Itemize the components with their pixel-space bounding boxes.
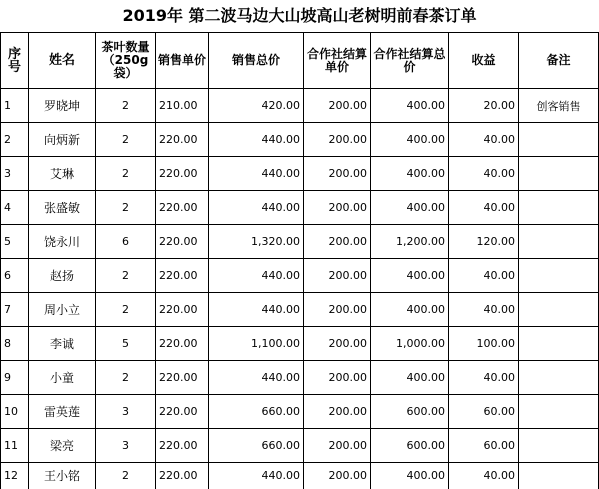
cell-coop-total[interactable]: 1,200.00 <box>371 225 449 259</box>
cell-total-price[interactable]: 440.00 <box>209 293 304 327</box>
order-table <box>0 32 599 489</box>
table-row <box>1 293 599 327</box>
cell-name[interactable]: 雷英莲 <box>29 395 96 429</box>
header-row <box>1 33 599 89</box>
table-row <box>1 361 599 395</box>
cell-coop-total[interactable]: 400.00 <box>371 123 449 157</box>
cell-note[interactable] <box>519 327 599 361</box>
cell-note[interactable] <box>519 157 599 191</box>
cell-qty[interactable]: 2 <box>96 123 156 157</box>
cell-qty[interactable]: 2 <box>96 89 156 123</box>
cell-seq[interactable]: 10 <box>1 395 29 429</box>
cell-note[interactable] <box>519 123 599 157</box>
cell-name[interactable]: 张盛敏 <box>29 191 96 225</box>
cell-seq[interactable]: 12 <box>1 463 29 489</box>
cell-coop-unit[interactable]: 200.00 <box>304 361 371 395</box>
cell-note[interactable] <box>519 293 599 327</box>
cell-qty[interactable]: 3 <box>96 429 156 463</box>
cell-unit-price[interactable]: 220.00 <box>156 395 209 429</box>
cell-qty[interactable]: 5 <box>96 327 156 361</box>
cell-coop-unit[interactable]: 200.00 <box>304 191 371 225</box>
cell-seq[interactable]: 11 <box>1 429 29 463</box>
cell-coop-total[interactable]: 1,000.00 <box>371 327 449 361</box>
header-qty: 茶叶数量（250g袋） <box>96 33 156 89</box>
cell-note[interactable] <box>519 225 599 259</box>
cell-coop-unit[interactable]: 200.00 <box>304 293 371 327</box>
cell-profit[interactable]: 60.00 <box>449 429 519 463</box>
cell-seq[interactable]: 3 <box>1 157 29 191</box>
cell-unit-price[interactable]: 220.00 <box>156 123 209 157</box>
cell-coop-total[interactable]: 400.00 <box>371 463 449 489</box>
cell-coop-total[interactable]: 400.00 <box>371 191 449 225</box>
table-body <box>1 89 599 489</box>
table-row <box>1 395 599 429</box>
cell-note[interactable] <box>519 259 599 293</box>
cell-coop-unit[interactable]: 200.00 <box>304 395 371 429</box>
cell-profit[interactable]: 40.00 <box>449 123 519 157</box>
cell-coop-total[interactable]: 400.00 <box>371 293 449 327</box>
cell-profit[interactable]: 40.00 <box>449 293 519 327</box>
cell-coop-total[interactable]: 600.00 <box>371 429 449 463</box>
cell-total-price[interactable]: 440.00 <box>209 157 304 191</box>
cell-coop-unit[interactable]: 200.00 <box>304 463 371 489</box>
cell-name[interactable]: 周小立 <box>29 293 96 327</box>
cell-qty[interactable]: 2 <box>96 293 156 327</box>
cell-seq[interactable]: 1 <box>1 89 29 123</box>
cell-name[interactable]: 小童 <box>29 361 96 395</box>
cell-name[interactable]: 罗晓坤 <box>29 89 96 123</box>
table-row <box>1 259 599 293</box>
cell-seq[interactable]: 9 <box>1 361 29 395</box>
cell-profit[interactable]: 40.00 <box>449 463 519 489</box>
cell-qty[interactable]: 2 <box>96 259 156 293</box>
cell-note[interactable] <box>519 429 599 463</box>
cell-note[interactable] <box>519 463 599 489</box>
cell-name[interactable]: 王小铭 <box>29 463 96 489</box>
cell-unit-price[interactable]: 220.00 <box>156 293 209 327</box>
cell-total-price[interactable]: 440.00 <box>209 123 304 157</box>
table-row <box>1 89 599 123</box>
table-row <box>1 225 599 259</box>
header-coop-total: 合作社结算总价 <box>371 33 449 89</box>
cell-name[interactable]: 梁亮 <box>29 429 96 463</box>
cell-coop-total[interactable]: 400.00 <box>371 89 449 123</box>
cell-total-price[interactable]: 1,320.00 <box>209 225 304 259</box>
cell-coop-total[interactable]: 400.00 <box>371 259 449 293</box>
cell-coop-total[interactable]: 400.00 <box>371 361 449 395</box>
cell-name[interactable]: 艾琳 <box>29 157 96 191</box>
table-row <box>1 429 599 463</box>
cell-name[interactable]: 向炳新 <box>29 123 96 157</box>
cell-coop-unit[interactable]: 200.00 <box>304 429 371 463</box>
cell-coop-total[interactable]: 600.00 <box>371 395 449 429</box>
table-row <box>1 123 599 157</box>
cell-coop-unit[interactable]: 200.00 <box>304 157 371 191</box>
header-coop-unit: 合作社结算单价 <box>304 33 371 89</box>
cell-unit-price[interactable]: 220.00 <box>156 327 209 361</box>
cell-profit[interactable]: 40.00 <box>449 361 519 395</box>
cell-coop-unit[interactable]: 200.00 <box>304 327 371 361</box>
cell-seq[interactable]: 4 <box>1 191 29 225</box>
cell-qty[interactable]: 2 <box>96 463 156 489</box>
cell-unit-price[interactable]: 220.00 <box>156 225 209 259</box>
table-row <box>1 191 599 225</box>
cell-coop-unit[interactable]: 200.00 <box>304 89 371 123</box>
cell-profit[interactable]: 40.00 <box>449 259 519 293</box>
cell-coop-unit[interactable]: 200.00 <box>304 259 371 293</box>
cell-name[interactable]: 李诚 <box>29 327 96 361</box>
cell-total-price[interactable]: 660.00 <box>209 429 304 463</box>
cell-profit[interactable]: 20.00 <box>449 89 519 123</box>
cell-unit-price[interactable]: 220.00 <box>156 463 209 489</box>
cell-profit[interactable]: 100.00 <box>449 327 519 361</box>
cell-seq[interactable]: 8 <box>1 327 29 361</box>
cell-qty[interactable]: 2 <box>96 157 156 191</box>
cell-total-price[interactable]: 440.00 <box>209 463 304 489</box>
header-total-price: 销售总价 <box>209 33 304 89</box>
cell-note[interactable] <box>519 395 599 429</box>
table-row <box>1 463 599 489</box>
cell-coop-total[interactable]: 400.00 <box>371 157 449 191</box>
cell-coop-unit[interactable]: 200.00 <box>304 123 371 157</box>
cell-total-price[interactable]: 440.00 <box>209 259 304 293</box>
header-unit-price: 销售单价 <box>156 33 209 89</box>
cell-unit-price[interactable]: 220.00 <box>156 191 209 225</box>
cell-name[interactable]: 饶永川 <box>29 225 96 259</box>
header-name: 姓名 <box>29 33 96 89</box>
cell-total-price[interactable]: 420.00 <box>209 89 304 123</box>
cell-total-price[interactable]: 1,100.00 <box>209 327 304 361</box>
cell-name[interactable]: 赵扬 <box>29 259 96 293</box>
table-row <box>1 327 599 361</box>
cell-note[interactable] <box>519 191 599 225</box>
cell-unit-price[interactable]: 210.00 <box>156 89 209 123</box>
cell-seq[interactable]: 2 <box>1 123 29 157</box>
header-note: 备注 <box>519 33 599 89</box>
cell-profit[interactable]: 60.00 <box>449 395 519 429</box>
header-profit: 收益 <box>449 33 519 89</box>
cell-unit-price[interactable]: 220.00 <box>156 157 209 191</box>
cell-qty[interactable]: 3 <box>96 395 156 429</box>
cell-profit[interactable]: 40.00 <box>449 157 519 191</box>
cell-seq[interactable]: 5 <box>1 225 29 259</box>
cell-unit-price[interactable]: 220.00 <box>156 429 209 463</box>
cell-seq[interactable]: 6 <box>1 259 29 293</box>
cell-unit-price[interactable]: 220.00 <box>156 259 209 293</box>
sheet-title: 2019年 第二波马边大山坡高山老树明前春茶订单 <box>122 6 477 25</box>
cell-seq[interactable]: 7 <box>1 293 29 327</box>
cell-total-price[interactable]: 440.00 <box>209 361 304 395</box>
cell-qty[interactable]: 6 <box>96 225 156 259</box>
cell-total-price[interactable]: 660.00 <box>209 395 304 429</box>
cell-qty[interactable]: 2 <box>96 361 156 395</box>
cell-unit-price[interactable]: 220.00 <box>156 361 209 395</box>
table-row <box>1 157 599 191</box>
cell-note[interactable]: 创客销售 <box>519 89 599 123</box>
cell-note[interactable] <box>519 361 599 395</box>
header-seq: 序号 <box>1 33 29 89</box>
cell-profit[interactable]: 120.00 <box>449 225 519 259</box>
cell-coop-unit[interactable]: 200.00 <box>304 225 371 259</box>
cell-profit[interactable]: 40.00 <box>449 191 519 225</box>
cell-total-price[interactable]: 440.00 <box>209 191 304 225</box>
cell-qty[interactable]: 2 <box>96 191 156 225</box>
